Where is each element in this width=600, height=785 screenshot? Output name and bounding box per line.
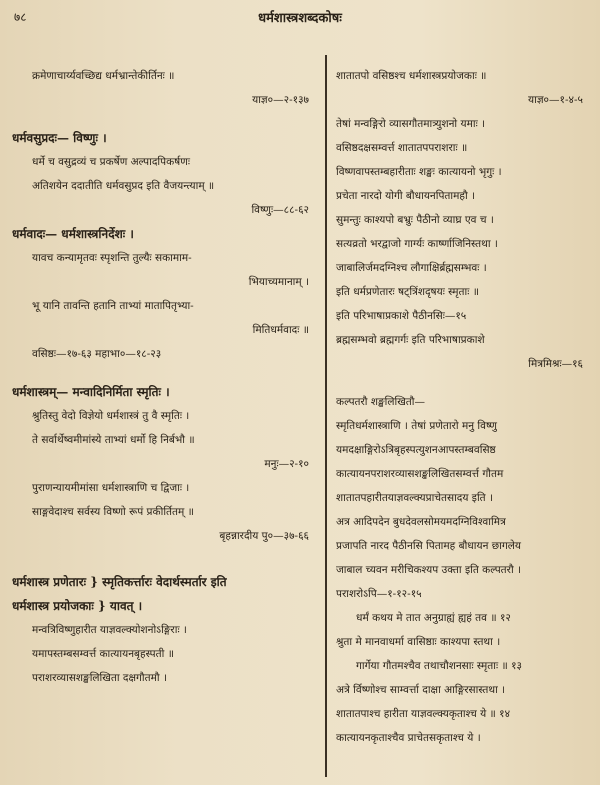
right-column [336,64,591,750]
right-line: स्मृतिधर्मशास्त्राणि । तेषां प्रणेतारो मनु विष्णु [336,420,497,432]
right-line: तेषां मन्वङ्गिरो व्यासगौतमात्र्युशनो यमाः । [336,118,486,130]
right-line: याज्ञ०—१-४-५ [528,94,583,106]
running-title: धर्मशास्त्रशब्दकोषः [258,11,342,26]
right-line: धर्मं कथय मे तात अनुग्राह्यं ह्यहं तव ॥ १२ [356,612,511,624]
right-line: वसिष्ठदक्षसम्वर्त्त शातातपपराशराः ॥ [336,142,468,154]
left-line: क्रमेणाचार्य्यवच्छिद्य धर्मभ्रान्तेकीर्तिनः ॥ [32,70,175,82]
right-line: कात्यायनकृताश्चैव प्राचेतसकृताश्च ये । [336,732,481,744]
left-line: धर्मशास्त्र प्रणेतारः } स्मृतिकर्त्तारः वेदार्थस्मर्तार इति [12,575,227,589]
right-line: ब्रह्मसम्भवो ब्रह्मगर्गः इति परिभाषाप्रकाशे [336,334,485,346]
left-line: धर्मे च वसुद्रव्यं च प्रकर्षेण अल्पादपिकर्षणः [32,156,190,168]
right-line: यमदक्षाङ्गिरोऽत्रिबृहस्पत्युशनआपस्तम्बवसिष्ठ [336,444,496,456]
page-number: ७८ [14,10,27,24]
left-line: ते सर्वार्थेष्वमीमांस्ये ताभ्यां धर्मो हि निर्बभौ ॥ [32,434,195,446]
left-line: यावच कन्यामृतवः स्पृशन्ति तुल्यैः सकामाम- [32,252,192,264]
left-line: अतिशयेन ददातीति धर्मवसुप्रद इति वैजयन्त्याम् ॥ [32,180,215,192]
right-line: प्रचेता नारदो योगी बौधायनपितामहौ । [336,190,476,202]
right-line: मित्रमिश्रः—१६ [528,358,583,370]
left-line [12,548,317,570]
left-line: मन्वत्रिविष्णुहारीत याज्ञवल्क्योशनोऽङ्गिराः । [32,624,187,636]
left-line: श्रुतिस्तु वेदो विज्ञेयो धर्मशास्त्रं तु वै स्मृतिः । [32,410,190,422]
right-line [336,376,591,390]
right-line: श्रुता मे मानवाधर्मा वासिष्ठाः काश्यपा स्तथा । [336,636,501,648]
right-line: इति धर्मप्रणेतारः षट्त्रिंशदृषयः स्मृताः ॥ [336,286,479,298]
right-line: इति परिभाषाप्रकाशे पैठीनसिः—१५ [336,310,467,322]
left-line: पुराणन्यायमीमांसा धर्मशास्त्राणि च द्विजाः । [32,482,190,494]
left-line [12,112,317,126]
left-line: मितिधर्मवादः ॥ [252,324,309,336]
right-line: विष्णवापस्तम्बहारीताः शङ्खः कात्यायनो भृगुः । [336,166,502,178]
right-line: अत्र आदिपदेन बुधदेवलसोमयमदग्निविश्वामित्र [336,516,506,528]
right-line: अत्रे र्विष्णोश्च साम्वर्त्ता दाक्षा आङ्गिरसास्तथा । [336,684,506,696]
left-line: धर्मशास्त्र प्रयोजकाः } यावत् । [12,599,143,613]
right-line: शातातपहारीतयाज्ञवल्क्यप्राचेतसादय इति । [336,492,493,504]
left-line [12,366,317,380]
left-line: बृहन्नारदीय पु०—३७-६६ [219,530,309,542]
left-line: धर्मशास्त्रम्— मन्वादिनिर्मिता स्मृतिः । [12,385,170,399]
page-header [0,8,600,30]
right-line: शातातपो वसिष्ठश्च धर्मशास्त्रप्रयोजकाः ॥ [336,70,487,82]
left-line: वसिष्ठः—१७-६३ महाभा०—१८-२३ [32,348,162,360]
right-line: शातातपाश्च हारीता याज्ञवल्क्यकृताश्च ये ॥ १४ [336,708,511,720]
right-line: सुमन्तुः काश्यपो बभ्रुः पैठीनो व्याघ्र एव च । [336,214,494,226]
left-line: साङ्गवेदाश्च सर्वस्य विष्णो रूपं प्रकीर्तितम् ॥ [32,506,194,518]
left-line: भियाच्यमानाम् । [248,276,309,288]
column-divider [325,55,327,777]
right-line: गार्गेया गौतमश्चैव तथाचौशनसाः स्मृताः ॥ १३ [356,660,523,672]
left-line: विष्णुः—८८-६२ [251,204,309,216]
right-line: जाबाल च्यवन मरीचिकश्यप उक्ता इति कल्पतरौ । [336,564,522,576]
left-line: मनुः—२-१० [264,458,309,470]
left-line: धर्मवादः— धर्मशास्त्रनिर्देशः । [12,227,134,241]
left-line: यमापस्तम्बसम्वर्त्त कात्यायनबृहस्पती ॥ [32,648,174,660]
left-line: पराशरव्यासशङ्खलिखिता दक्षगौतमौ । [32,672,167,684]
left-column [12,64,317,690]
right-line: कल्पतरौ शङ्खलिखितौ— [336,396,426,408]
left-line: भू यानि तावन्ति हतानि ताभ्यां मातापितृभ्या- [32,300,194,312]
right-line: पराशरोऽपि—१-१२-१५ [336,588,422,600]
left-line: याज्ञ०—२-१३७ [252,94,309,106]
right-line: कात्यायनपराशरव्यासशङ्खलिखितसम्वर्त्त गौतम [336,468,504,480]
right-line: जाबालिर्जमदग्निश्च लौगाक्षिर्ब्रह्मसम्भवः । [336,262,487,274]
right-line: सत्यव्रतो भरद्वाजो गार्ग्यः कार्ष्णाजिनिस्तथा । [336,238,498,250]
right-line: प्रजापति नारद पैठीनसि पितामह बौधायन छागलेय [336,540,521,552]
left-line: धर्मवसुप्रदः— विष्णुः । [12,131,107,145]
